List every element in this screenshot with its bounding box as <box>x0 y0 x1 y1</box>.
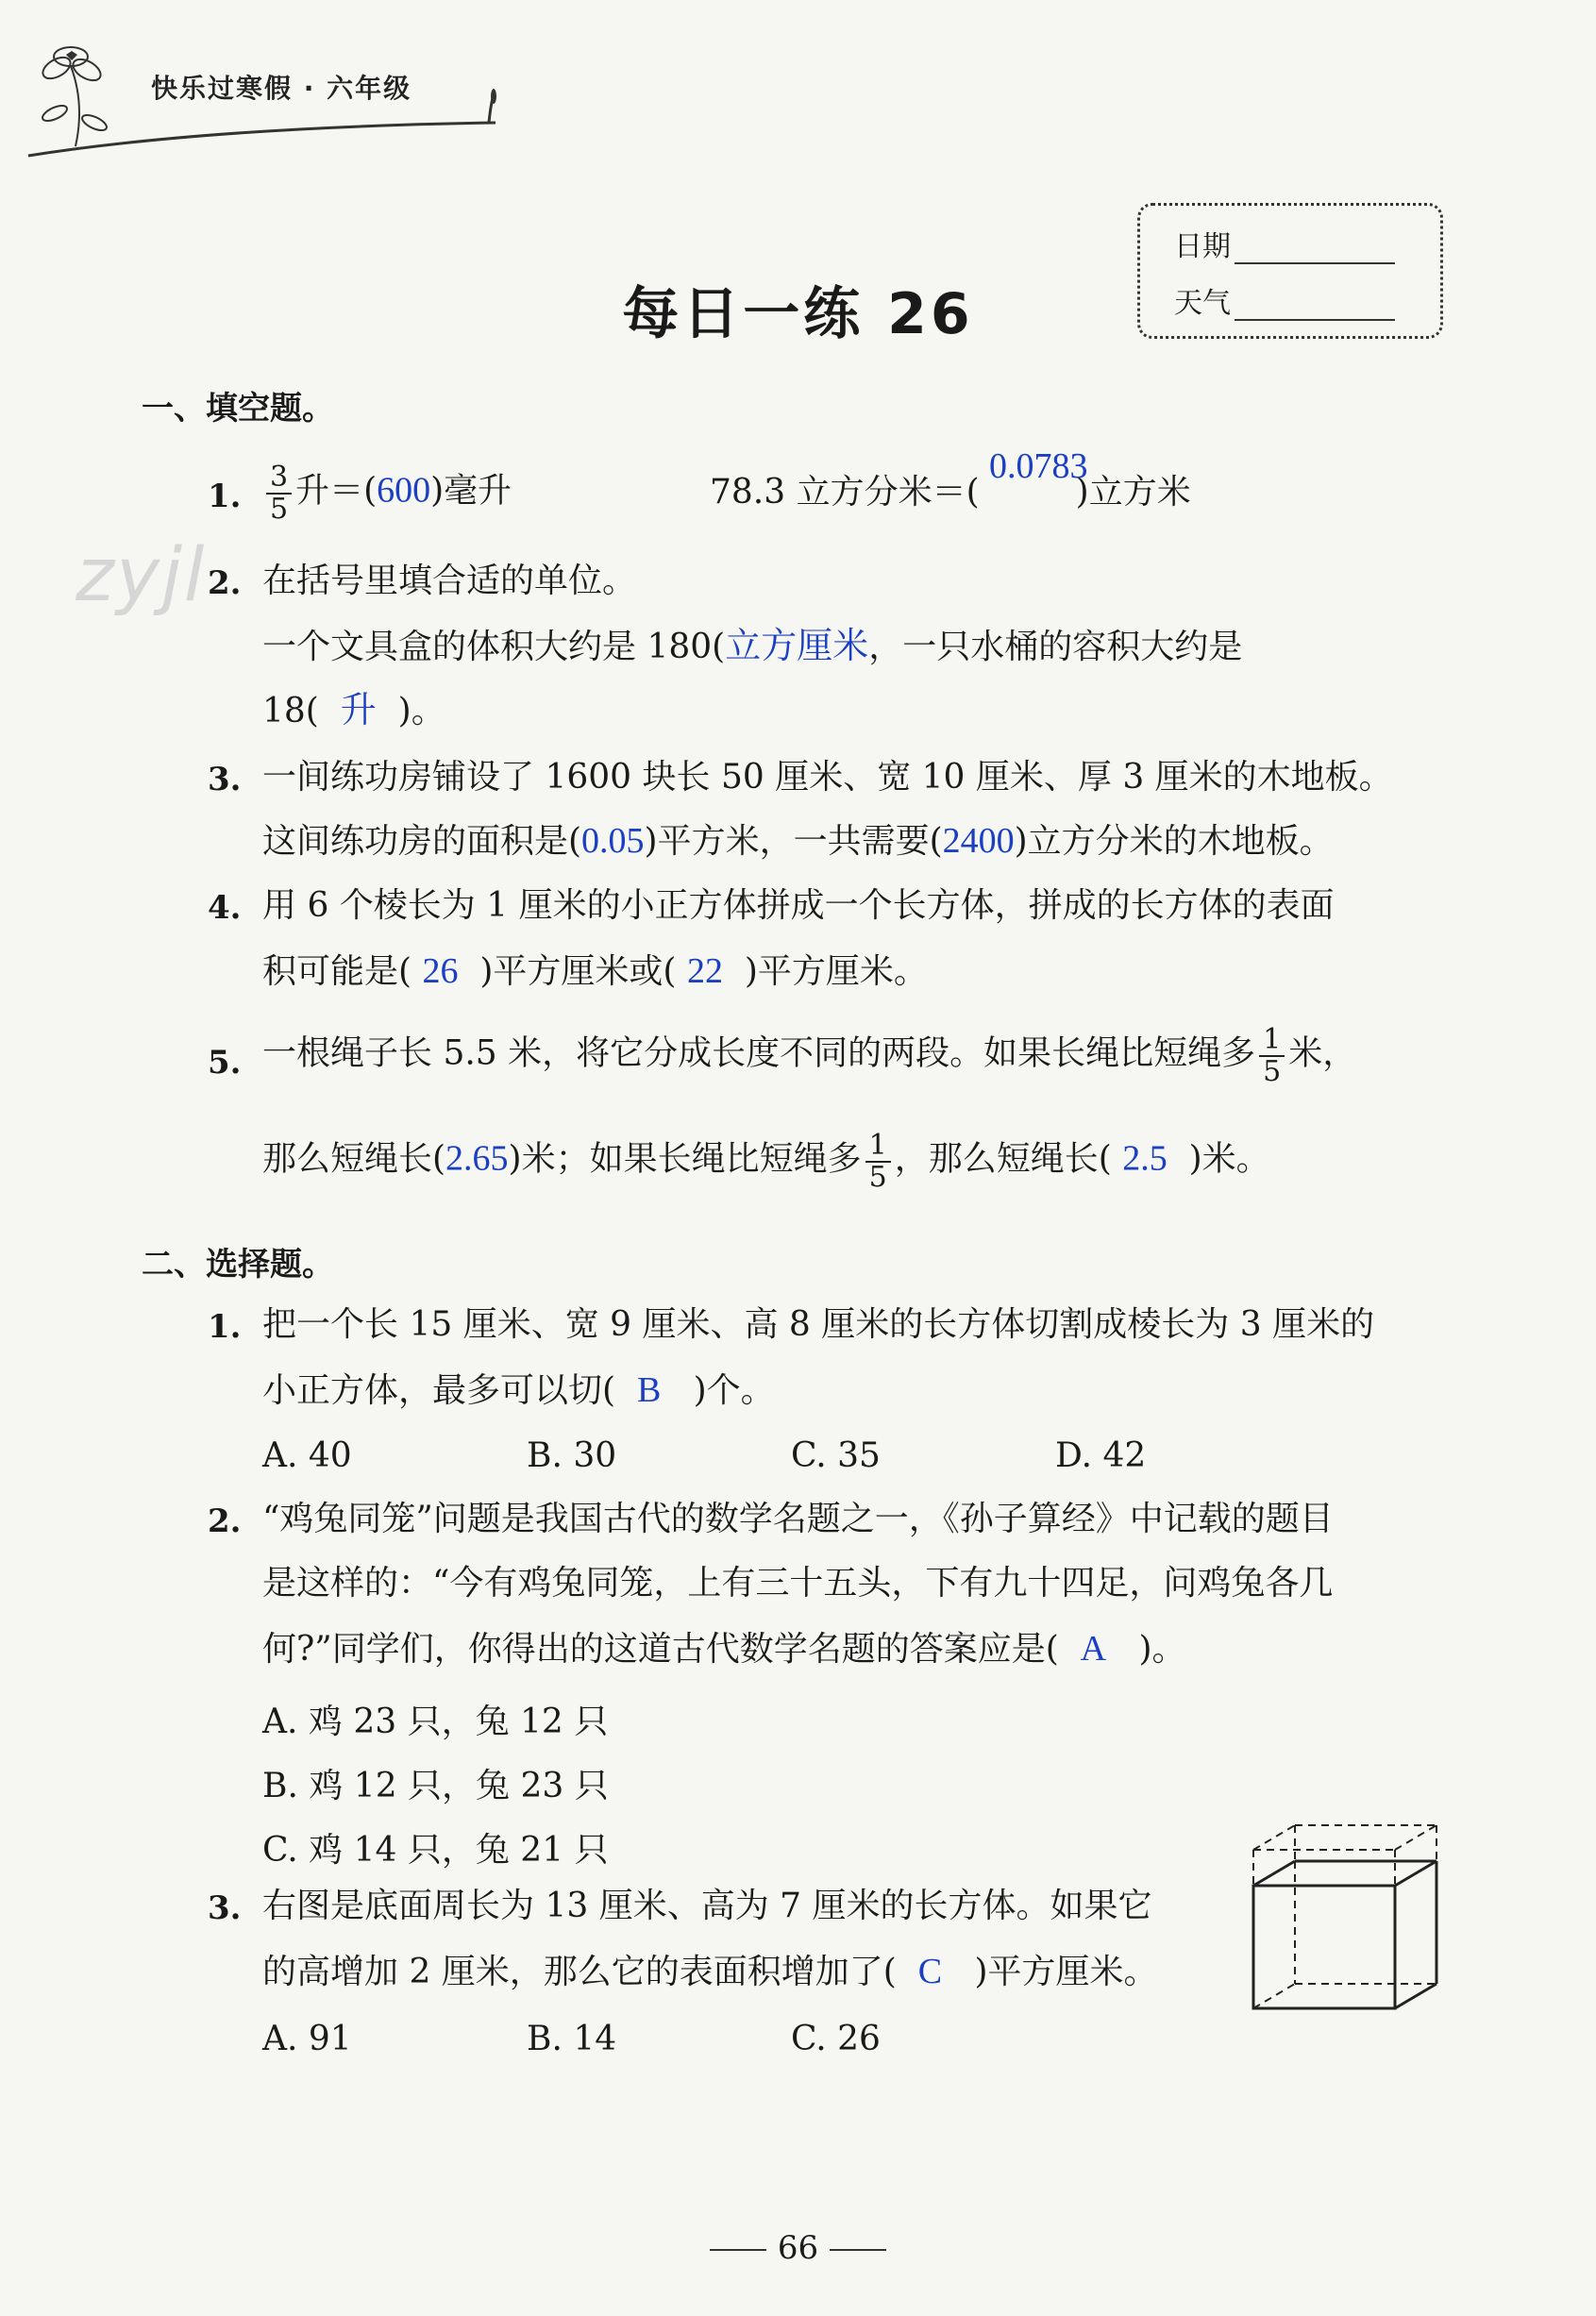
fill-q3-line1: 一间练功房铺设了 1600 块长 50 厘米、宽 10 厘米、厚 3 厘米的木地板。 <box>262 758 1393 797</box>
option-b[interactable]: B. 14 <box>527 2020 617 2058</box>
page-number: 66 <box>0 2229 1596 2267</box>
watermark-logo: zyjl <box>76 533 207 618</box>
option-b[interactable]: B. 30 <box>527 1436 617 1475</box>
choice-q2-line1: “鸡兔同笼”问题是我国古代的数学名题之一，《孙子算经》中记载的题目 <box>262 1500 1334 1538</box>
date-blank[interactable] <box>1235 236 1395 264</box>
question-number: 2. <box>208 564 242 602</box>
answer: 2.65 <box>445 1138 509 1179</box>
answer: 600 <box>377 470 431 511</box>
page-title: 每日一练 26 <box>622 281 974 347</box>
option-c[interactable]: C. 26 <box>791 2020 881 2058</box>
option-a[interactable]: A. 鸡 23 只，兔 12 只 <box>262 1703 609 1741</box>
fill-q2-line1: 在括号里填合适的单位。 <box>262 562 637 600</box>
choice-q2-line2: 是这样的：“今有鸡兔同笼，上有三十五头，下有九十四足，问鸡兔各几 <box>262 1564 1334 1603</box>
section-choice-heading: 二、选择题。 <box>142 1246 334 1284</box>
question-number: 4. <box>208 889 242 927</box>
cuboid-figure-icon <box>1246 1821 1444 2015</box>
answer: 2400 <box>942 821 1015 861</box>
fill-q4-line2: 积可能是( 26 )平方厘米或( 22 )平方厘米。 <box>262 951 928 991</box>
fraction: $\frac{1}{5}$ <box>1259 1025 1285 1086</box>
choice-q2-line3: 何?”同学们，你得出的这道古代数学名题的答案应是( A )。 <box>262 1629 1186 1669</box>
answer: 26 <box>422 951 459 991</box>
option-c[interactable]: C. 35 <box>791 1436 881 1475</box>
question-number: 1. <box>208 478 242 515</box>
question-number: 2. <box>208 1502 242 1540</box>
weather-label: 天气 <box>1174 287 1231 320</box>
fill-q5-line2: 那么短绳长(2.65)米；如果长绳比短绳多 $\frac{1}{5}$ ，那么短绳长( 2.5 )米。 <box>262 1129 1270 1194</box>
fill-q1-part2: 78.3 立方分米＝( )立方米 <box>710 473 1191 512</box>
fill-q3-line2: 这间练功房的面积是(0.05)平方米，一共需要(2400)立方分米的木地板。 <box>262 821 1334 861</box>
option-a[interactable]: A. 40 <box>262 1436 352 1475</box>
choice-q3-line2: 的高增加 2 厘米，那么它的表面积增加了( C )平方厘米。 <box>262 1952 1158 1991</box>
answer: 0.05 <box>581 821 645 861</box>
answer: 2.5 <box>1122 1138 1168 1179</box>
option-c[interactable]: C. 鸡 14 只，兔 21 只 <box>262 1831 609 1870</box>
fraction: $\frac{1}{5}$ <box>865 1131 891 1192</box>
fill-q4-line1: 用 6 个棱长为 1 厘米的小正方体拼成一个长方体，拼成的长方体的表面 <box>262 886 1335 925</box>
fill-q5-line1: 一根绳子长 5.5 米，将它分成长度不同的两段。如果长绳比短绳多 $\frac{1}{5}$ 米， <box>262 1023 1357 1088</box>
answer: C <box>917 1952 943 1991</box>
answer: B <box>636 1370 662 1410</box>
section-fill-heading: 一、填空题。 <box>142 390 334 428</box>
question-number: 3. <box>208 761 242 798</box>
answer: 0.0783 <box>989 446 1088 486</box>
answer: 升 <box>340 691 377 730</box>
answer: A <box>1080 1629 1107 1669</box>
choice-q1-line1: 把一个长 15 厘米、宽 9 厘米、高 8 厘米的长方体切割成棱长为 3 厘米的 <box>262 1305 1375 1344</box>
option-d[interactable]: D. 42 <box>1055 1436 1147 1475</box>
option-b[interactable]: B. 鸡 12 只，兔 23 只 <box>262 1767 609 1805</box>
fill-q1-line: $\frac{3}{5}$ 升＝(600)毫升 <box>262 462 512 524</box>
fill-q2-line3: 18( 升 )。 <box>262 691 445 730</box>
option-a[interactable]: A. 91 <box>262 2020 352 2058</box>
fraction: $\frac{3}{5}$ <box>266 462 292 524</box>
answer: 立方厘米 <box>725 627 869 666</box>
question-number: 3. <box>208 1889 242 1927</box>
book-header-title: 快乐过寒假 · 六年级 <box>151 73 412 104</box>
choice-q3-line1: 右图是底面周长为 13 厘米、高为 7 厘米的长方体。如果它 <box>262 1887 1152 1925</box>
question-number: 1. <box>208 1308 242 1346</box>
date-row <box>1174 223 1395 264</box>
date-label: 日期 <box>1174 230 1231 263</box>
fill-q2-line2: 一个文具盒的体积大约是 180(立方厘米，一只水桶的容积大约是 <box>262 627 1243 666</box>
choice-q1-line2: 小正方体，最多可以切( B )个。 <box>262 1370 775 1410</box>
answer: 22 <box>686 951 723 991</box>
question-number: 5. <box>208 1044 242 1082</box>
